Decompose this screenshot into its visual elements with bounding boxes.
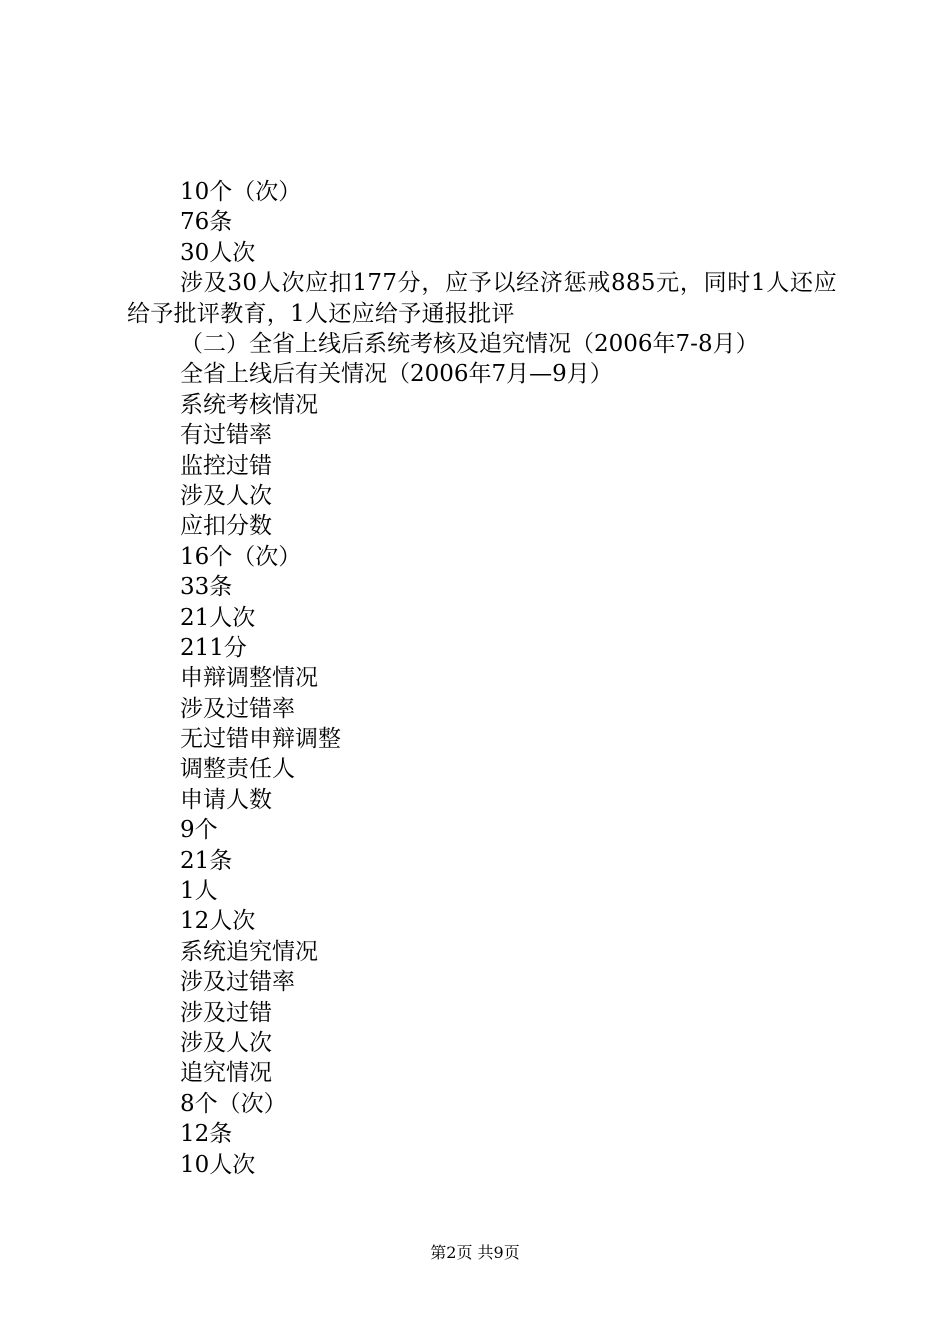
- text-line: 涉及过错: [180, 999, 272, 1026]
- text-line: 系统考核情况: [180, 391, 318, 418]
- text-line: 10个（次）: [180, 179, 302, 205]
- text-line: 系统追究情况: [180, 938, 318, 965]
- text-line: 9个: [180, 817, 218, 844]
- text-line: 211分: [180, 634, 247, 661]
- text-line: 无过错申辩调整: [180, 726, 341, 753]
- text-line: 12人次: [180, 908, 256, 935]
- section-heading: （二）全省上线后系统考核及追究情况（2006年7-8月）: [180, 330, 759, 357]
- text-line: 涉及人次: [180, 482, 272, 509]
- text-line: 76条: [180, 209, 233, 236]
- text-line: 涉及人次: [180, 1029, 272, 1056]
- text-line: 申请人数: [180, 786, 272, 813]
- text-line: 追究情况: [180, 1060, 272, 1087]
- page-number-footer: 第2页 共9页: [430, 1243, 520, 1262]
- document-body: [127, 177, 837, 1180]
- text-line: 30人次: [180, 239, 256, 266]
- text-line: 16个（次）: [180, 543, 302, 570]
- text-line: 监控过错: [180, 452, 272, 479]
- text-line: 应扣分数: [180, 513, 272, 540]
- text-line: 8个（次）: [180, 1090, 287, 1117]
- text-line: 申辩调整情况: [180, 665, 318, 692]
- text-line: 10人次: [180, 1151, 256, 1178]
- text-line: 33条: [180, 574, 233, 601]
- text-line: 12条: [180, 1121, 233, 1148]
- text-paragraph: 涉及30人次应扣177分，应予以经济惩戒885元，同时1人还应给予批评教育，1人还应给予通报批评: [127, 270, 837, 327]
- text-line: 涉及过错率: [180, 695, 295, 722]
- text-line: 21条: [180, 847, 233, 874]
- text-line: 调整责任人: [180, 756, 295, 783]
- text-line: 有过错率: [180, 422, 272, 449]
- text-line: 21人次: [180, 604, 256, 631]
- text-line: 全省上线后有关情况（2006年7月—9月）: [180, 361, 613, 388]
- text-line: 涉及过错率: [180, 969, 295, 996]
- text-line: 1人: [180, 878, 218, 905]
